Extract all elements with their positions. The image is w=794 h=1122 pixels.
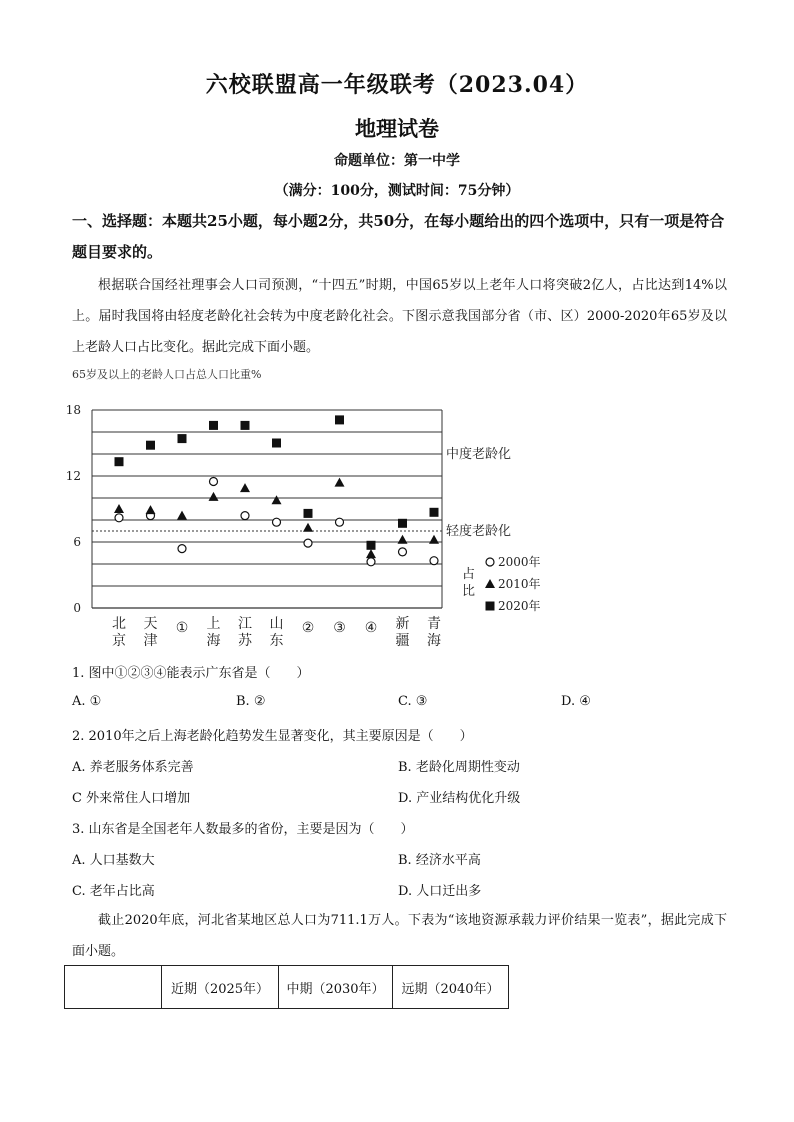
legend-marker-2020 [486, 602, 495, 611]
q1-option-b[interactable]: B. ② [236, 694, 266, 709]
point-2020 [115, 457, 124, 466]
x-tick-label: 天津 [143, 616, 158, 649]
table-header-cell: 远期（2040年） [393, 966, 509, 1009]
chart-legend [485, 554, 541, 613]
table-header-cell: 近期（2025年） [162, 966, 279, 1009]
point-2000 [241, 512, 249, 520]
x-tick-label: 青海 [427, 616, 441, 649]
x-tick-label: ① [175, 620, 189, 636]
exam-score-time: （满分：100分，测试时间：75分钟） [274, 183, 520, 199]
x-tick-label: ② [301, 620, 315, 636]
point-2020 [178, 434, 187, 443]
legend-marker-2000 [486, 558, 494, 566]
point-2000 [399, 548, 407, 556]
point-2020 [398, 519, 407, 528]
point-2010 [429, 535, 439, 544]
exam-unit: 命题单位：第一中学 [334, 153, 460, 169]
point-2000 [304, 539, 312, 547]
x-tick-label: 北京 [112, 616, 126, 649]
legend-label: 2020年 [498, 599, 541, 613]
point-2010 [240, 483, 250, 492]
point-2000 [336, 518, 344, 526]
table-header-cell [65, 966, 162, 1009]
reference-line-label: 轻度老龄化 [446, 524, 512, 539]
point-2000 [367, 558, 375, 566]
point-2010 [146, 505, 156, 514]
point-2000 [115, 514, 123, 522]
point-2010 [335, 478, 345, 487]
point-2000 [178, 545, 186, 553]
point-2020 [304, 509, 313, 518]
exam-subject: 地理试卷 [355, 116, 439, 141]
x-tick-label: ③ [333, 620, 346, 636]
q1-option-d[interactable]: D. ④ [561, 694, 591, 709]
chart-points [114, 415, 439, 565]
chart-grid [92, 410, 442, 608]
q2-option-c[interactable]: C 外来常住人口增加 [72, 791, 191, 806]
point-2010 [398, 535, 408, 544]
x-tick-label: 新疆 [395, 616, 410, 649]
aging-chart [62, 362, 541, 652]
passage-2: 截止2020年底，河北省某地区总人口为711.1万人。下表为“该地资源承载力评价结果一览表”，据此完成下面小题。 [72, 913, 727, 959]
q2-option-d[interactable]: D. 产业结构优化升级 [398, 791, 521, 806]
point-2010 [366, 549, 376, 558]
point-2020 [241, 421, 250, 430]
point-2010 [177, 511, 187, 520]
chart-x-ticks [112, 615, 441, 649]
y-tick-label: 12 [65, 469, 81, 483]
passage-1: 根据联合国经社理事会人口司预测，“十四五”时期，中国65岁以上老年人口将突破2亿人，占比达到14%以上。届时我国将由轻度老龄化社会转为中度老龄化社会。下图示意我国部分省（市、区）2000-2020年65岁及以上老龄人口占比变化。据此完成下面小题。 [72, 278, 727, 355]
point-2020 [430, 508, 439, 517]
q3-option-c[interactable]: C. 老年占比高 [72, 884, 155, 899]
y-tick-label: 18 [65, 403, 81, 417]
table-header-cell: 中期（2030年） [279, 966, 393, 1009]
x-tick-label: ④ [364, 620, 378, 636]
chart-reference-lines [92, 446, 511, 539]
question-3-stem: 3. 山东省是全国老年人数最多的省份，主要是因为（ ） [72, 822, 414, 837]
point-2000 [430, 557, 438, 565]
section-heading: 一、选择题：本题共25小题，每小题2分，共50分，在每小题给出的四个选项中，只有一项是符合题目要求的。 [72, 212, 725, 261]
reference-line-label: 中度老龄化 [446, 447, 512, 462]
q1-option-a[interactable]: A. ① [72, 694, 102, 709]
table-header-row [65, 966, 509, 1009]
point-2000 [273, 518, 281, 526]
q2-option-b[interactable]: B. 老龄化周期性变动 [398, 760, 520, 775]
question-2-stem: 2. 2010年之后上海老龄化趋势发生显著变化，其主要原因是（ ） [72, 729, 473, 744]
resource-table [64, 965, 509, 1009]
y-tick-label: 0 [73, 601, 81, 615]
y-tick-label: 6 [73, 535, 81, 549]
chart-side-label: 占比 [462, 567, 476, 599]
point-2010 [272, 495, 282, 504]
point-2000 [210, 478, 218, 486]
point-2010 [303, 523, 313, 532]
point-2020 [209, 421, 218, 430]
x-tick-label: 山东 [269, 616, 284, 649]
q3-option-a[interactable]: A. 人口基数大 [72, 853, 155, 868]
chart-y-ticks [66, 403, 81, 615]
q1-option-c[interactable]: C. ③ [398, 694, 428, 709]
point-2020 [367, 541, 376, 550]
x-tick-label: 上海 [206, 616, 221, 649]
point-2020 [146, 441, 155, 450]
q2-option-a[interactable]: A. 养老服务体系完善 [72, 760, 194, 775]
point-2010 [114, 504, 124, 513]
legend-label: 2000年 [498, 555, 541, 569]
q3-option-b[interactable]: B. 经济水平高 [398, 853, 481, 868]
chart-title: 65岁及以上的老龄人口占总人口比重% [72, 368, 262, 381]
exam-title: 六校联盟高一年级联考（2023.04） [205, 72, 589, 98]
point-2020 [272, 439, 281, 448]
question-1-stem: 1. 图中①②③④能表示广东省是（ ） [72, 666, 310, 681]
point-2020 [335, 415, 344, 424]
q3-option-d[interactable]: D. 人口迁出多 [398, 884, 482, 899]
point-2010 [209, 492, 219, 501]
legend-marker-2010 [485, 579, 495, 588]
x-tick-label: 江苏 [238, 616, 252, 649]
legend-label: 2010年 [498, 577, 541, 591]
